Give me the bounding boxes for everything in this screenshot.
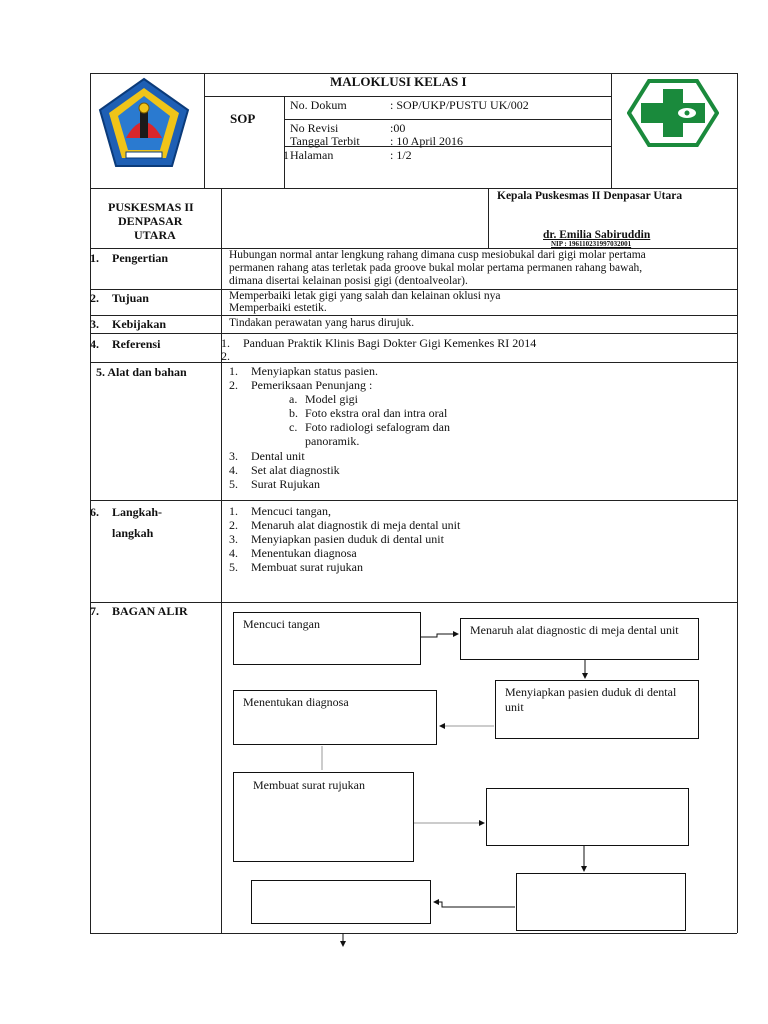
section-label-langkah-1: Langkah-	[112, 505, 163, 519]
section-number-kebijakan: 3.	[90, 317, 99, 331]
alat-subitem-text: panoramik.	[305, 434, 360, 448]
flow-box-label: Menentukan diagnosa	[243, 695, 349, 709]
section-label-alat: 5. Alat dan bahan	[96, 365, 187, 379]
no-revisi-value: :00	[390, 121, 406, 135]
section-label-tujuan: Tujuan	[112, 291, 149, 305]
sop-label: SOP	[230, 111, 256, 126]
alat-item-number: 3.	[229, 449, 238, 463]
no-dokum-value: : SOP/UKP/PUSTU UK/002	[390, 98, 529, 112]
kebijakan-text: Tindakan perawatan yang harus dirujuk.	[229, 317, 415, 329]
flow-box-label: Menyiapkan pasien duduk di dental unit	[505, 685, 677, 714]
referensi-item-text: Panduan Praktik Klinis Bagi Dokter Gigi Kemenkes RI 2014	[243, 336, 537, 350]
pengertian-line-1: Hubungan normal antar lengkung rahang dimana cusp mesiobukal dari gigi molar pertama	[229, 249, 646, 261]
pengertian-line-3: dimana disertai kelainan posisi gigi (dentoalveolar).	[229, 275, 468, 287]
langkah-item-number: 5.	[229, 560, 238, 574]
section-label-kebijakan: Kebijakan	[112, 317, 167, 331]
langkah-item-text: Menyiapkan pasien duduk di dental unit	[251, 532, 444, 546]
flow-box-menaruh-alat	[460, 618, 699, 660]
referensi-item-number: 2.	[221, 349, 230, 363]
flow-box-menyiapkan-pasien	[495, 680, 699, 739]
alat-item-number: 4.	[229, 463, 238, 477]
flow-box-label: Membuat surat rujukan	[253, 778, 365, 792]
langkah-item-text: Mencuci tangan,	[251, 504, 331, 518]
tanggal-terbit-value: : 10 April 2016	[390, 134, 464, 148]
langkah-item-number: 1.	[229, 504, 238, 518]
alat-subitem-letter: c.	[289, 420, 298, 434]
tujuan-line-1: Memperbaiki letak gigi yang salah dan kelainan oklusi nya	[229, 290, 501, 302]
document-title: MALOKLUSI KELAS I	[330, 74, 467, 89]
langkah-item-number: 4.	[229, 546, 238, 560]
flow-box-membuat-rujukan	[233, 772, 414, 862]
alat-item-text: Set alat diagnostik	[251, 463, 340, 477]
no-dokum-label: No. Dokum	[290, 98, 347, 112]
pengertian-line-2: permanen rahang atas terletak pada groove bukal molar pertama permanen rahang bawah,	[229, 262, 643, 274]
langkah-item-number: 3.	[229, 532, 238, 546]
org-name-line2: DENPASAR	[118, 214, 183, 228]
langkah-item-number: 2.	[229, 518, 238, 532]
kepala-title: Kepala Puskesmas II Denpasar Utara	[497, 190, 683, 202]
alat-item-number: 5.	[229, 477, 238, 491]
org-name-line1: PUSKESMAS II	[108, 200, 194, 214]
alat-item-number: 2.	[229, 378, 238, 392]
section-number-tujuan: 2.	[90, 291, 99, 305]
alat-item-text: Menyiapkan status pasien.	[251, 364, 378, 378]
langkah-item-text: Menentukan diagnosa	[251, 546, 357, 560]
kepala-name: dr. Emilia Sabiruddin	[543, 229, 651, 241]
langkah-item-text: Menaruh alat diagnostik di meja dental unit	[251, 518, 461, 532]
flow-box-label: Mencuci tangan	[243, 617, 320, 631]
alat-subitem-letter: a.	[289, 392, 298, 406]
alat-subitem-text: Model gigi	[305, 392, 358, 406]
flow-box-empty-3	[251, 880, 431, 924]
section-label-bagan: BAGAN ALIR	[112, 604, 188, 618]
flow-box-mencuci-tangan	[233, 612, 421, 665]
alat-item-text: Pemeriksaan Penunjang :	[251, 378, 373, 392]
section-label-langkah-2: langkah	[112, 526, 154, 540]
alat-item-text: Surat Rujukan	[251, 477, 320, 491]
no-revisi-label: No Revisi	[290, 121, 339, 135]
alat-subitem-letter: b.	[289, 406, 298, 420]
section-number-pengertian: 1.	[90, 251, 99, 265]
section-number-bagan: 7.	[90, 604, 99, 618]
section-label-pengertian: Pengertian	[112, 251, 168, 265]
tujuan-line-2: Memperbaiki estetik.	[229, 302, 327, 314]
halaman-value: : 1/2	[390, 148, 412, 162]
referensi-item-number: 1.	[221, 336, 230, 350]
tanggal-terbit-label: Tanggal Terbit	[290, 134, 360, 148]
halaman-label: Halaman	[290, 148, 334, 162]
flow-box-empty-1	[486, 788, 689, 846]
alat-item-text: Dental unit	[251, 449, 305, 463]
alat-item-number: 1.	[229, 364, 238, 378]
halaman-prefix: 1	[283, 148, 289, 162]
section-number-langkah: 6.	[90, 505, 99, 519]
alat-subitem-text: Foto radiologi sefalogram dan	[305, 420, 450, 434]
kepala-nip: NIP : 196110231997032001	[551, 240, 632, 248]
flow-box-menentukan-diagnosa	[233, 690, 437, 745]
org-name-line3: UTARA	[134, 228, 176, 242]
section-label-referensi: Referensi	[112, 337, 161, 351]
section-number-referensi: 4.	[90, 337, 99, 351]
flow-box-label: Menaruh alat diagnostic di meja dental unit	[470, 623, 679, 637]
flow-box-empty-2	[516, 873, 686, 931]
langkah-item-text: Membuat surat rujukan	[251, 560, 363, 574]
alat-subitem-text: Foto ekstra oral dan intra oral	[305, 406, 448, 420]
